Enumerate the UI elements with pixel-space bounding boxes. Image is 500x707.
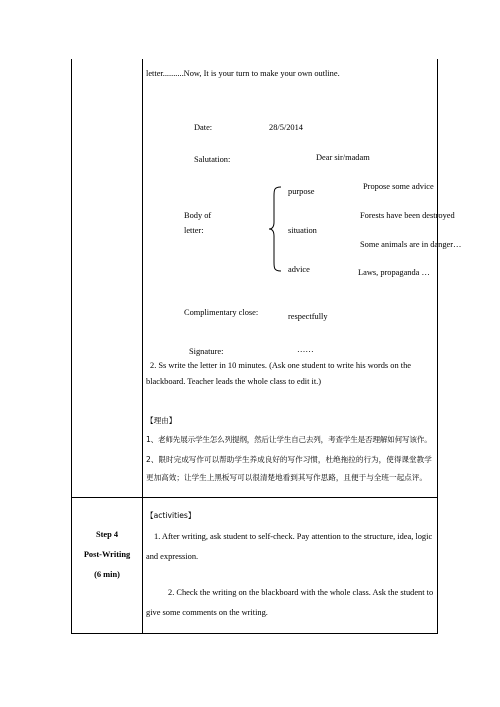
body-key-advice: advice (288, 265, 310, 274)
body-value-advice: Laws, propaganda … (358, 268, 430, 277)
step4-time: (6 min) (94, 570, 120, 579)
body-value-purpose: Propose some advice (363, 182, 434, 191)
curly-brace-icon (268, 186, 282, 272)
outline-intro: letter..........Now, It is your turn to make your own outline. (146, 69, 340, 78)
step2-instruction: 2. Ss write the letter in 10 minutes. (Ask one student to write his words on the blackboard. Teacher leads the whole class to edit it.) (146, 361, 411, 386)
activities-item-1: 1. After writing, ask student to self-check. Pay attention to the structure, idea, logic and expression. (146, 532, 433, 561)
body-label-line2: letter: (184, 226, 204, 235)
table-right-border (437, 59, 438, 634)
step4-title: Step 4 (95, 530, 119, 539)
activities-heading: 【activities】 (146, 511, 196, 520)
body-key-situation: situation (288, 226, 317, 235)
reason-point-2: 2、限时完成写作可以帮助学生养成良好的写作习惯，杜绝拖拉的行为，使得课堂教学更加高效；让学生上黑板写可以很清楚地看到其写作思路，且便于与全班一起点评。 (146, 455, 432, 482)
signature-label: Signature: (189, 347, 224, 356)
table-row-divider (71, 497, 438, 498)
close-value: respectfully (288, 312, 328, 321)
date-value: 28/5/2014 (269, 123, 303, 132)
table-bottom-border (71, 633, 438, 634)
reason-heading: 【理由】 (146, 416, 177, 425)
reason-point-1: 1、老师先展示学生怎么列提纲，然后让学生自己去列，考查学生是否理解如何写该作。 (146, 435, 432, 444)
step4-subtitle: Post-Writing (83, 550, 131, 559)
body-value-animals: Some animals are in danger… (360, 240, 462, 249)
close-label: Complimentary close: (184, 308, 259, 317)
salutation-value: Dear sir/madam (316, 153, 370, 162)
activities-item-2: 2. Check the writing on the blackboard with the whole class. Ask the student to give some comments on the writing. (146, 588, 434, 617)
body-label-line1: Body of (184, 211, 212, 220)
table-left-border (71, 59, 72, 634)
signature-value: …… (297, 345, 314, 354)
body-value-situation: Forests have been destroyed (360, 211, 455, 220)
body-key-purpose: purpose (288, 187, 315, 196)
date-label: Date: (194, 123, 213, 132)
salutation-label: Salutation: (194, 155, 231, 164)
table-column-divider (142, 59, 143, 634)
